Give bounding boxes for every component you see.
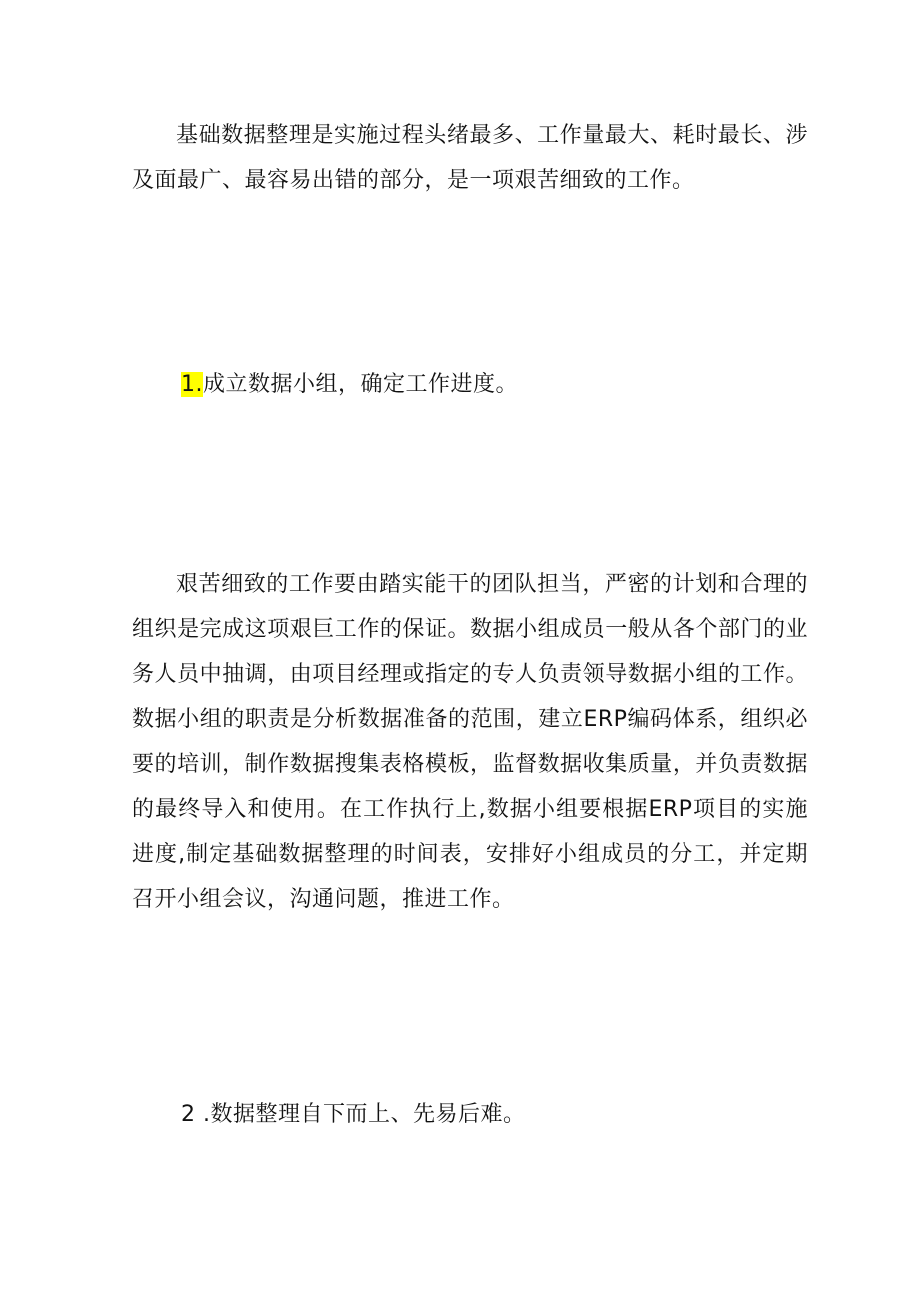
section-number-2: 2 bbox=[181, 1102, 196, 1127]
section-heading-1-text: 成立数据小组，确定工作进度。 bbox=[203, 372, 519, 397]
highlighted-section-number: 1. bbox=[181, 372, 203, 397]
intro-paragraph: 基础数据整理是实施过程头绪最多、工作量最大、耗时最长、涉及面最广、最容易出错的部分，是一项艰苦细致的工作。 bbox=[132, 123, 808, 193]
data-team-paragraph: 艰苦细致的工作要由踏实能干的团队担当，严密的计划和合理的组织是完成这项艰巨工作的保证。数据小组成员一般从各个部门的业务人员中抽调，由项目经理或指定的专人负责领导数据小组的工作。数据小组的职责是分析数据准备的范围，建立ERP编码体系，组织必要的培训，制作数据搜集表格模板，监督数据收集质量，并负责数据的最终导入和使用。在工作执行上,数据小组要根据ERP项目的实施进度,制定基础数据整理的时间表，安排好小组成员的分工，并定期召开小组会议，沟通问题，推进工作。 bbox=[132, 572, 808, 912]
section-heading-2-text: .数据整理自下而上、先易后难。 bbox=[203, 1102, 526, 1127]
section-heading-2 bbox=[181, 1092, 526, 1137]
section-heading-1 bbox=[181, 362, 518, 407]
